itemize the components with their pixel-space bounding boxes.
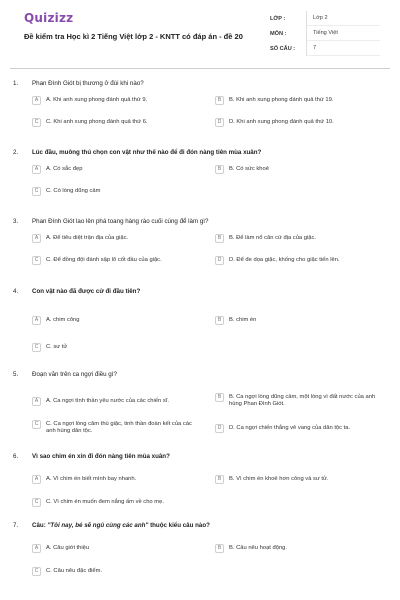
option-letter: C [32, 343, 41, 352]
option-b[interactable] [215, 476, 379, 484]
option-b[interactable] [215, 97, 379, 105]
option-letter: B [215, 316, 224, 325]
option-text: B. Câu nêu hoạt động. [229, 545, 288, 551]
option-b[interactable] [215, 317, 379, 325]
question-text: Vì sao chim én xin đi đón nàng tiên mùa xuân? [32, 453, 170, 460]
option-b[interactable] [215, 545, 379, 553]
question-text: Phan Đình Giót bị thương ở đùi khi nào? [32, 80, 144, 87]
option-letter: A [32, 96, 41, 105]
option-text: B. chim én [229, 317, 257, 323]
option-b[interactable] [215, 235, 379, 243]
meta-value: 7 [306, 41, 380, 56]
meta-value: Tiếng Việt [306, 26, 380, 41]
option-a[interactable] [32, 166, 196, 174]
option-text: D. Ca ngợi chiến thắng vẻ vang của dân tộc ta. [229, 425, 351, 431]
option-text: B. Có sức khoẻ [229, 166, 269, 172]
option-text: A. Khi anh xung phong đánh quả thứ 9. [46, 97, 148, 103]
question-number: 6. [13, 453, 19, 460]
question-number: 2. [13, 149, 19, 156]
option-letter: B [215, 165, 224, 174]
option-a[interactable] [32, 235, 196, 243]
option-text: B. Vì chim én khoẻ hơn công và sư tử. [229, 476, 329, 482]
worksheet-header [10, 0, 390, 72]
option-c[interactable] [32, 499, 216, 507]
option-text: A. Ca ngợi tình thần yêu nước của các chiến sĩ. [46, 398, 169, 404]
option-b[interactable] [215, 166, 379, 174]
option-letter: A [32, 397, 41, 406]
option-letter: B [215, 475, 224, 484]
option-text: C. Khi anh xung phong đánh quả thứ 6. [46, 119, 148, 125]
option-text: B. Để làm nổ căn cứ địa của giặc. [229, 235, 317, 241]
option-text: A. Vì chim én biết mình bay nhanh. [46, 476, 137, 482]
option-a[interactable] [32, 317, 196, 325]
option-d[interactable] [215, 425, 389, 433]
option-a[interactable] [32, 545, 196, 553]
option-letter: C [32, 498, 41, 507]
question-quote: "Tôi nay, bé sẽ ngủ cùng các anh" [47, 522, 149, 529]
option-letter: C [32, 187, 41, 196]
option-c[interactable] [32, 344, 196, 352]
question-text-pre: Câu: [32, 522, 48, 529]
meta-key: MÔN : [270, 30, 287, 37]
meta-table [270, 11, 380, 56]
option-text: C. Ca ngợi lòng căm thù giặc, tinh thần đoàn kết của các anh hùng dân tộc. [46, 421, 192, 435]
meta-key: LỚP : [270, 15, 286, 22]
meta-row-class [270, 11, 380, 26]
question-text-post: thuộc kiểu câu nào? [148, 522, 210, 529]
option-d[interactable] [215, 257, 389, 265]
option-letter: C [32, 118, 41, 127]
option-b[interactable] [215, 394, 387, 408]
option-letter: B [215, 544, 224, 553]
option-letter: A [32, 165, 41, 174]
option-letter: B [215, 234, 224, 243]
option-letter: D [215, 424, 224, 433]
meta-row-subject [270, 26, 380, 41]
option-letter: B [215, 393, 224, 402]
option-c[interactable] [32, 188, 196, 196]
option-letter: D [215, 256, 224, 265]
header-divider [10, 68, 390, 69]
question-number: 5. [13, 371, 19, 378]
option-text: C. sư tử [46, 344, 68, 350]
option-c[interactable] [32, 568, 196, 576]
question-1 [10, 80, 390, 125]
question-4 [10, 288, 390, 350]
question-text: Phan Đình Giót lao lên phá toang hàng rào cuối cùng để làm gì? [32, 218, 209, 225]
option-c[interactable] [32, 421, 196, 435]
document-title: Đề kiểm tra Học kì 2 Tiếng Việt lớp 2 - KNTT có đáp án - đề 20 [24, 32, 243, 41]
option-text: C. Để đồng đội đánh sập lô cốt đầu của giặc. [46, 257, 162, 263]
question-number: 7. [13, 522, 19, 529]
option-letter: C [32, 256, 41, 265]
meta-row-count [270, 41, 380, 56]
option-a[interactable] [32, 398, 196, 406]
option-letter: B [215, 96, 224, 105]
option-c[interactable] [32, 119, 196, 127]
option-letter: A [32, 544, 41, 553]
option-text: C. Có lòng dũng cảm [46, 188, 101, 194]
option-text: B. Ca ngợi lòng dũng cảm, một lòng vì đất nước của anh hùng Phan Đình Giót. [229, 394, 376, 408]
option-text: C. Câu nêu đặc điểm. [46, 568, 103, 574]
question-number: 4. [13, 288, 19, 295]
option-text: C. Vì chim én muốn đem nắng ấm về cho mẹ. [46, 499, 164, 505]
option-d[interactable] [215, 119, 379, 127]
option-text: A. Có sắc đẹp [46, 166, 83, 172]
option-text: D. Khi anh xung phong đánh quả thứ 10. [229, 119, 334, 125]
option-a[interactable] [32, 476, 196, 484]
question-number: 1. [13, 80, 19, 87]
option-a[interactable] [32, 97, 196, 105]
option-text: A. chim công [46, 317, 80, 323]
question-6 [10, 453, 390, 505]
question-text: Đoạn văn trên ca ngợi điều gì? [32, 371, 117, 378]
meta-key: SỐ CÂU : [270, 45, 296, 52]
option-letter: A [32, 316, 41, 325]
option-text: A. Để tiêu diệt trận địa của giặc. [46, 235, 129, 241]
option-text: B. Khi anh xung phong đánh quả thứ 19. [229, 97, 334, 103]
question-text: Lúc đầu, muông thú chọn con vật như thế nào để đi đón nàng tiên mùa xuân? [32, 149, 262, 156]
question-text [32, 522, 390, 529]
question-number: 3. [13, 218, 19, 225]
option-letter: A [32, 234, 41, 243]
option-text: A. Câu giới thiệu [46, 545, 90, 551]
option-letter: C [32, 420, 41, 429]
option-letter: D [215, 118, 224, 127]
quizizz-logo: Quizizz [24, 11, 74, 25]
question-2 [10, 149, 390, 194]
option-text: D. Để đe dọa giặc, khống cho giặc tiến lên. [229, 257, 340, 263]
question-7 [10, 522, 390, 574]
option-letter: C [32, 567, 41, 576]
question-5 [10, 371, 390, 435]
option-c[interactable] [32, 257, 196, 265]
option-letter: A [32, 475, 41, 484]
meta-value: Lớp 2 [306, 11, 380, 26]
question-3 [10, 218, 390, 263]
question-text: Con vật nào đã được cử đi đầu tiên? [32, 288, 141, 295]
